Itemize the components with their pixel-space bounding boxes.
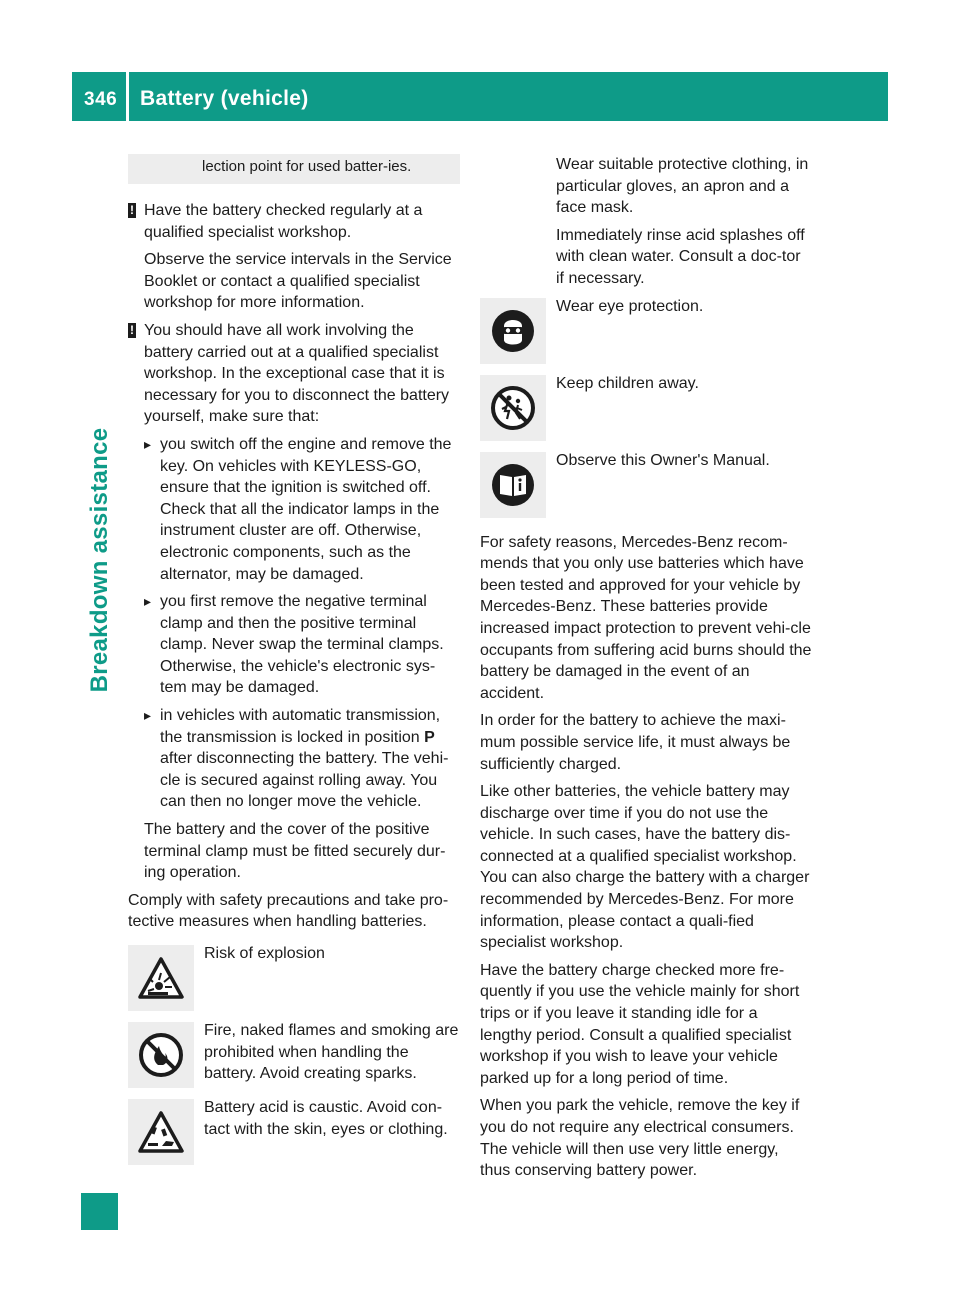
side-tab-label: Breakdown assistance (86, 427, 113, 693)
warning-note (128, 200, 460, 243)
explosion-icon (128, 945, 194, 1011)
symbol-row (128, 1022, 460, 1088)
paragraph: The battery and the cover of the positive terminal clamp must be fitted securely dur-ing operation. (144, 821, 446, 882)
symbol-row (128, 1099, 460, 1165)
exclamation-icon: ! (130, 322, 134, 337)
page-number: 346 (84, 89, 118, 110)
paragraph: Like other batteries, the vehicle battery may discharge over time if you do not use the vehicle. In such cases, have the battery dis-connected at a qualified specialist workshop. You can also charge the battery with a charger recommended by Mercedes-Benz. For more information, please contact a quali-fied specialist workshop. (480, 783, 810, 952)
corrosive-icon (128, 1099, 194, 1165)
symbol-text: Battery acid is caustic. Avoid con-tact with the skin, eyes or clothing. (204, 1099, 448, 1138)
symbol-text: Keep children away. (556, 374, 699, 392)
warning-text: You should have all work involving the battery carried out at a qualified specialist workshop. In the exceptional case that it is necessary for you to disconnect the battery yourself, make sure that: (144, 321, 450, 426)
list-item: ▸ you first remove the negative terminal clamp and then the positive terminal clamp. Never swap the terminal clamps. Otherwise, the vehicle's electronic sys-tem may be damaged. (160, 591, 460, 699)
no-fire-icon (128, 1022, 194, 1088)
info-box: lection point for used batter-ies. (128, 154, 460, 184)
paragraph: When you park the vehicle, remove the key if you do not require any electrical consumers. The vehicle will then use very little energy, thus conserving battery power. (480, 1097, 800, 1180)
symbol-text: Wear eye protection. (556, 297, 704, 315)
warning-text: Have the battery checked regularly at a qualified specialist workshop. (144, 202, 423, 241)
list-item: ▸ you switch off the engine and remove the key. On vehicles with KEYLESS-GO, ensure that the ignition is switched off. Check that all the indicator lamps in the instrument cluster are off. Otherwise, electronic components, such as the alternator, may be damaged. (160, 434, 460, 585)
right-column (480, 154, 812, 1188)
symbol-row (480, 452, 812, 518)
eye-protection-icon (480, 298, 546, 364)
paragraph: Immediately rinse acid splashes off with clean water. Consult a doc-tor if necessary. (556, 226, 805, 287)
keep-children-away-icon (480, 375, 546, 441)
symbol-row (128, 945, 460, 1011)
symbol-text: Observe this Owner's Manual. (556, 451, 770, 469)
symbol-row (480, 375, 812, 441)
page-title: Battery (vehicle) (140, 87, 309, 110)
warning-extra: Observe the service intervals in the Service Booklet or contact a qualified specialist workshop for more information. (144, 251, 452, 312)
bullet-list (128, 434, 460, 813)
symbol-text: Fire, naked flames and smoking are prohibited when handling the battery. Avoid creating sparks. (204, 1022, 459, 1083)
left-column (128, 154, 460, 1176)
paragraph: In order for the battery to achieve the maxi-mum possible service life, it must always be sufficiently charged. (480, 712, 791, 773)
symbol-row (480, 298, 812, 364)
warning-note (128, 320, 460, 428)
list-item-text: in vehicles with automatic transmission, the transmission is locked in position (160, 707, 441, 746)
list-item (160, 705, 460, 813)
paragraph: Wear suitable protective clothing, in particular gloves, an apron and a face mask. (556, 156, 809, 217)
symbol-text: Risk of explosion (204, 945, 325, 962)
paragraph: Have the battery charge checked more fre-quently if you use the vehicle mainly for short trips or if you leave it standing idle for a lengthy period. Consult a qualified specialist workshop if you wish to leave your vehicle parked up for a long period of time. (480, 961, 800, 1087)
gear-position: P (424, 728, 435, 746)
paragraph: Comply with safety precautions and take pro-tective measures when handling batteries. (128, 891, 449, 931)
header-divider (126, 72, 129, 121)
list-item-text: after disconnecting the battery. The vehi-cle is secured against rolling away. You can then no longer move the vehicle. (160, 750, 449, 811)
side-tab-marker (81, 1193, 118, 1230)
owners-manual-icon (480, 452, 546, 518)
paragraph: For safety reasons, Mercedes-Benz recom-mends that you only use batteries which have been tested and approved for your vehicle by Mercedes-Benz. These batteries provide increased impact protection to prevent vehi-cle occupants from suffering acid burns should the battery be damaged in the event of an accident. (480, 533, 812, 702)
exclamation-icon: ! (130, 203, 134, 217)
